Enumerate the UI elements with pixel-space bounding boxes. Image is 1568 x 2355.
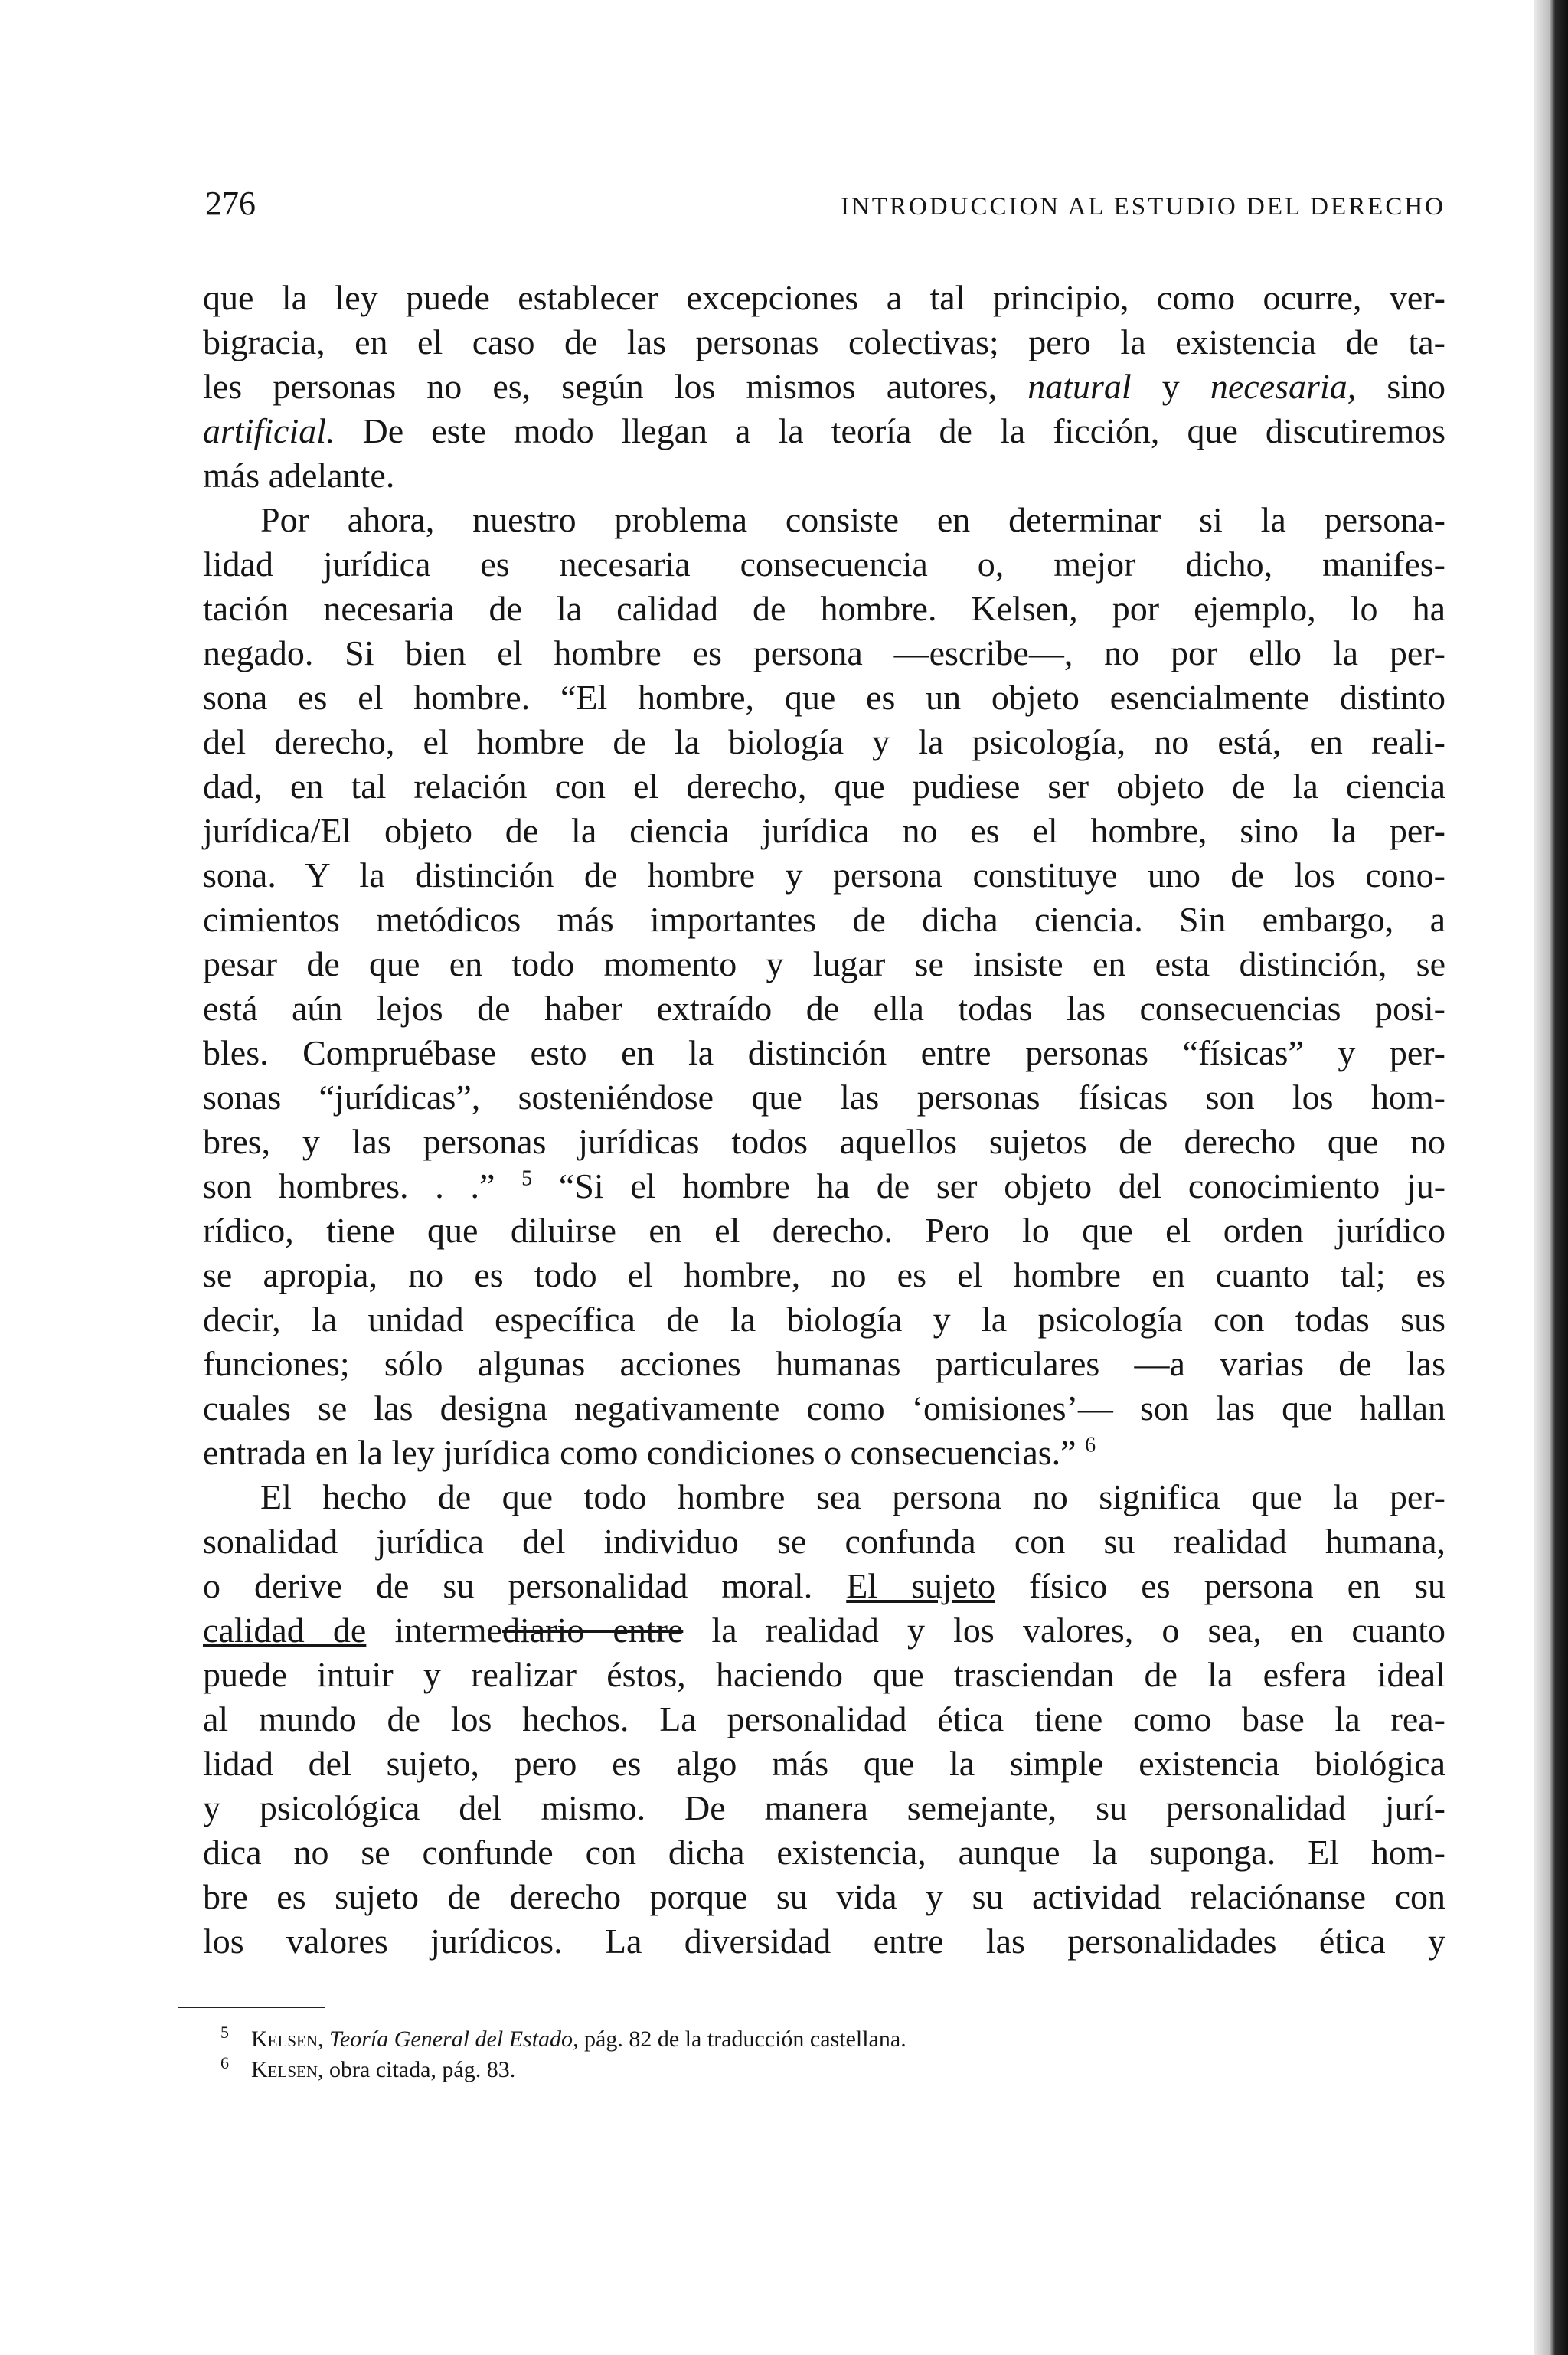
text-line: les personas no es, según los mismos autores, natural y necesaria, sino [203, 367, 1446, 406]
text-line: más adelante. [203, 456, 395, 495]
footnote-author: Kelsen, [251, 2026, 324, 2052]
text-line: lidad del sujeto, pero es algo más que la simple existencia biológica [203, 1744, 1446, 1783]
page-header [205, 184, 1446, 223]
text-line: lidad jurídica es necesaria consecuencia o, mejor dicho, manifes- [203, 545, 1446, 584]
page-edge-shadow [1534, 0, 1568, 2355]
text-line: bres, y las personas jurídicas todos aquellos sujetos de derecho que no [203, 1122, 1446, 1161]
text-line: o derive de su personalidad moral. El sujeto físico es persona en su [203, 1566, 1446, 1605]
footnote-divider [178, 2007, 325, 2008]
text-line: sonas “jurídicas”, sosteniéndose que las personas físicas son los hom- [203, 1078, 1446, 1117]
text-line: bigracia, en el caso de las personas colectivas; pero la existencia de ta- [203, 322, 1446, 361]
paragraph-start: El hecho de que todo hombre sea persona no significa que la per- [260, 1477, 1446, 1516]
footnote-text: pág. 82 de la traducción castellana. [584, 2026, 906, 2052]
text-line: sona. Y la distinción de hombre y persona constituye uno de los cono- [203, 855, 1446, 895]
text-line: negado. Si bien el hombre es persona —escribe—, no por ello la per- [203, 633, 1446, 672]
text-line: rídico, tiene que diluirse en el derecho. Pero lo que el orden jurídico [203, 1211, 1446, 1250]
text-line: bre es sujeto de derecho porque su vida y su actividad relaciónanse con [203, 1877, 1446, 1916]
text-line: está aún lejos de haber extraído de ella todas las consecuencias posi- [203, 989, 1446, 1028]
text-line: funciones; sólo algunas acciones humanas particulares —a varias de las [203, 1344, 1446, 1383]
text-line: sona es el hombre. “El hombre, que es un objeto esencialmente distinto [203, 678, 1446, 717]
handwritten-underline: calidad de [203, 1611, 367, 1650]
text-line: cimientos metódicos más importantes de dicha ciencia. Sin embargo, a [203, 900, 1446, 939]
text-line: del derecho, el hombre de la biología y la psicología, no está, en reali- [203, 722, 1446, 761]
text-line: al mundo de los hechos. La personalidad ética tiene como base la rea- [203, 1699, 1446, 1738]
footnotes [220, 2024, 1369, 2085]
text-line: que la ley puede establecer excepciones a tal principio, como ocurre, ver- [203, 278, 1446, 317]
footnote-5: 5 Kelsen, Teoría General del Estado, pág. 82 de la traducción castellana. [220, 2023, 906, 2052]
text-line: tación necesaria de la calidad de hombre. Kelsen, por ejemplo, lo ha [203, 589, 1446, 628]
footnote-author: Kelsen, [251, 2057, 324, 2082]
footnote-ref: 6 [1085, 1433, 1096, 1457]
footnote-title: Teoría General del Estado, [329, 2026, 579, 2052]
text-line: pesar de que en todo momento y lugar se insiste en esta distinción, se [203, 944, 1446, 983]
handwritten-strikethrough: diario entre [501, 1611, 684, 1650]
text-line: calidad de intermediario entre la realidad y los valores, o sea, en cuanto [203, 1611, 1446, 1650]
text-line: dica no se confunde con dicha existencia, aunque la suponga. El hom- [203, 1833, 1446, 1872]
footnote-ref: 5 [521, 1166, 533, 1191]
text-line: artificial. De este modo llegan a la teoría de la ficción, que discutiremos [203, 411, 1446, 450]
page-number: 276 [205, 185, 256, 222]
text-line: jurídica/El objeto de la ciencia jurídica no es el hombre, sino la per- [203, 811, 1446, 850]
footnote-text: obra citada, pág. 83. [329, 2057, 516, 2082]
text-line: cuales se las designa negativamente como ‘omisiones’— son las que hallan [203, 1388, 1446, 1428]
handwritten-underline: El sujeto [846, 1566, 996, 1605]
text-line: dad, en tal relación con el derecho, que pudiese ser objeto de la ciencia [203, 767, 1446, 806]
paragraph-start: Por ahora, nuestro problema consiste en determinar si la persona- [260, 500, 1446, 539]
text-line: y psicológica del mismo. De manera semejante, su personalidad jurí- [203, 1788, 1446, 1827]
body-text [203, 276, 1446, 1964]
text-line: decir, la unidad específica de la biología y la psicología con todas sus [203, 1300, 1446, 1339]
text-line: entrada en la ley jurídica como condiciones o consecuencias.” $^6$ [203, 1433, 1096, 1472]
footnote-6: 6 Kelsen, obra citada, pág. 83. [220, 2053, 516, 2082]
text-line: bles. Compruébase esto en la distinción entre personas “físicas” y per- [203, 1033, 1446, 1072]
text-line: sonalidad jurídica del individuo se confunda con su realidad humana, [203, 1522, 1446, 1561]
text-line: los valores jurídicos. La diversidad entre las personalidades ética y [203, 1922, 1446, 1961]
text-line: son hombres. . .” $^5$ “Si el hombre ha de ser objeto del conocimiento ju- [203, 1166, 1446, 1205]
text-line: se apropia, no es todo el hombre, no es el hombre en cuanto tal; es [203, 1255, 1446, 1294]
running-title: INTRODUCCION AL ESTUDIO DEL DERECHO [840, 193, 1446, 221]
text-line: puede intuir y realizar éstos, haciendo que trasciendan de la esfera ideal [203, 1655, 1446, 1694]
